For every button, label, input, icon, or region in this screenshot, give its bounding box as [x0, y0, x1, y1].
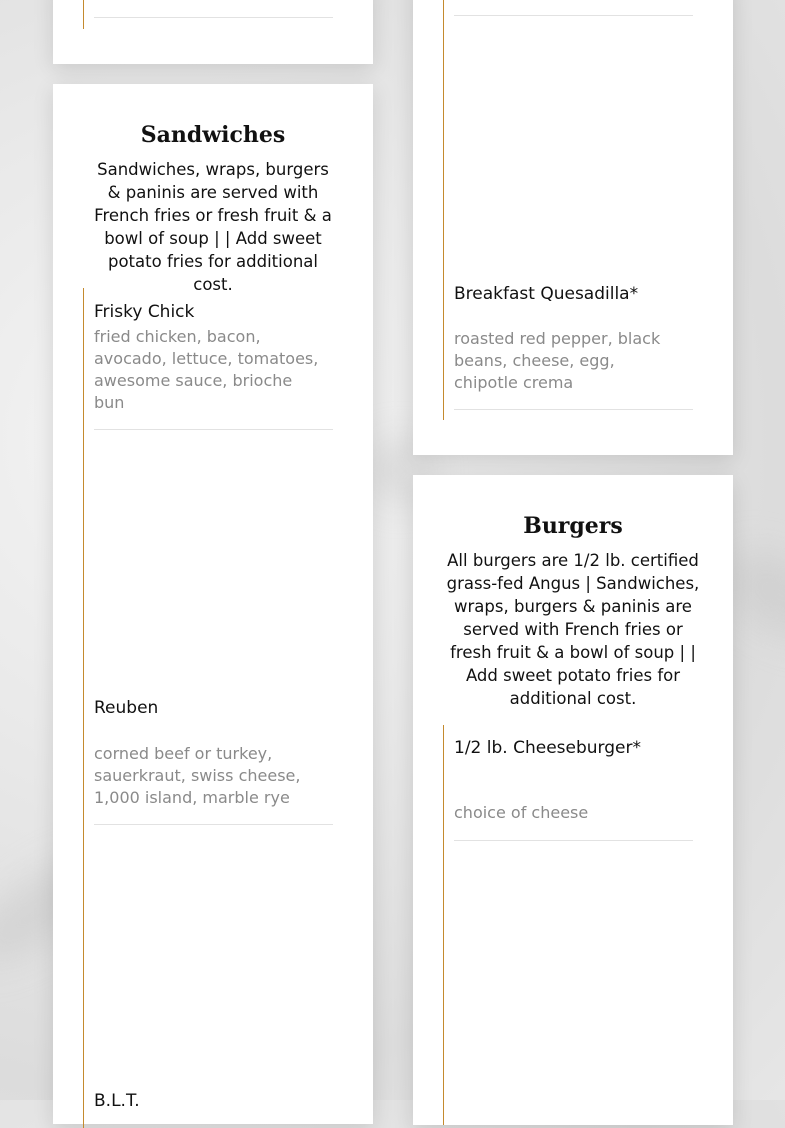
section-title: Sandwiches — [140, 122, 286, 148]
menu-card-burgers — [413, 475, 733, 1125]
menu-items-list — [443, 0, 694, 420]
menu-card-breakfast-right — [413, 0, 733, 455]
menu-item — [94, 0, 333, 18]
menu-card-breakfast-left-partial — [53, 0, 373, 64]
menu-item-description: corned beef or turkey, sauerkraut, swiss cheese, 1,000 island, marble rye — [94, 744, 301, 807]
menu-items-list — [443, 725, 694, 1125]
menu-item-name: Reuben — [94, 698, 159, 718]
section-title: Burgers — [523, 513, 623, 539]
menu-item — [94, 430, 333, 825]
menu-item-description: fried chicken, bacon, avocado, lettuce, tomatoes, awesome sauce, brioche bun — [94, 327, 319, 412]
menu-item-description: choice of cheese — [454, 803, 589, 822]
menu-item — [454, 16, 693, 410]
section-description: Sandwiches, wraps, burgers & paninis are served with French fries or fresh fruit & a bowl of soup | | Add sweet potato fries for additional cost. — [94, 160, 332, 294]
menu-card-sandwiches — [53, 84, 373, 1124]
menu-item-description: roasted red pepper, black beans, cheese, egg, chipotle crema — [454, 329, 661, 392]
menu-item — [94, 825, 333, 1125]
section-description: All burgers are 1/2 lb. certified grass-fed Angus | Sandwiches, wraps, burgers & paninis are served with French fries or fresh fruit & a bowl of soup | | Add sweet potato fries for additional cost. — [446, 551, 700, 708]
menu-item — [94, 288, 333, 430]
menu-item-name: Breakfast Quesadilla* — [454, 284, 639, 304]
menu-item — [454, 725, 693, 841]
menu-items-list — [83, 0, 334, 29]
menu-items-list — [83, 288, 334, 1128]
menu-item-name: B.L.T. — [94, 1091, 140, 1111]
menu-item-name: Frisky Chick — [94, 302, 195, 322]
menu-item-name: 1/2 lb. Cheeseburger* — [454, 738, 641, 758]
menu-item — [454, 0, 693, 16]
